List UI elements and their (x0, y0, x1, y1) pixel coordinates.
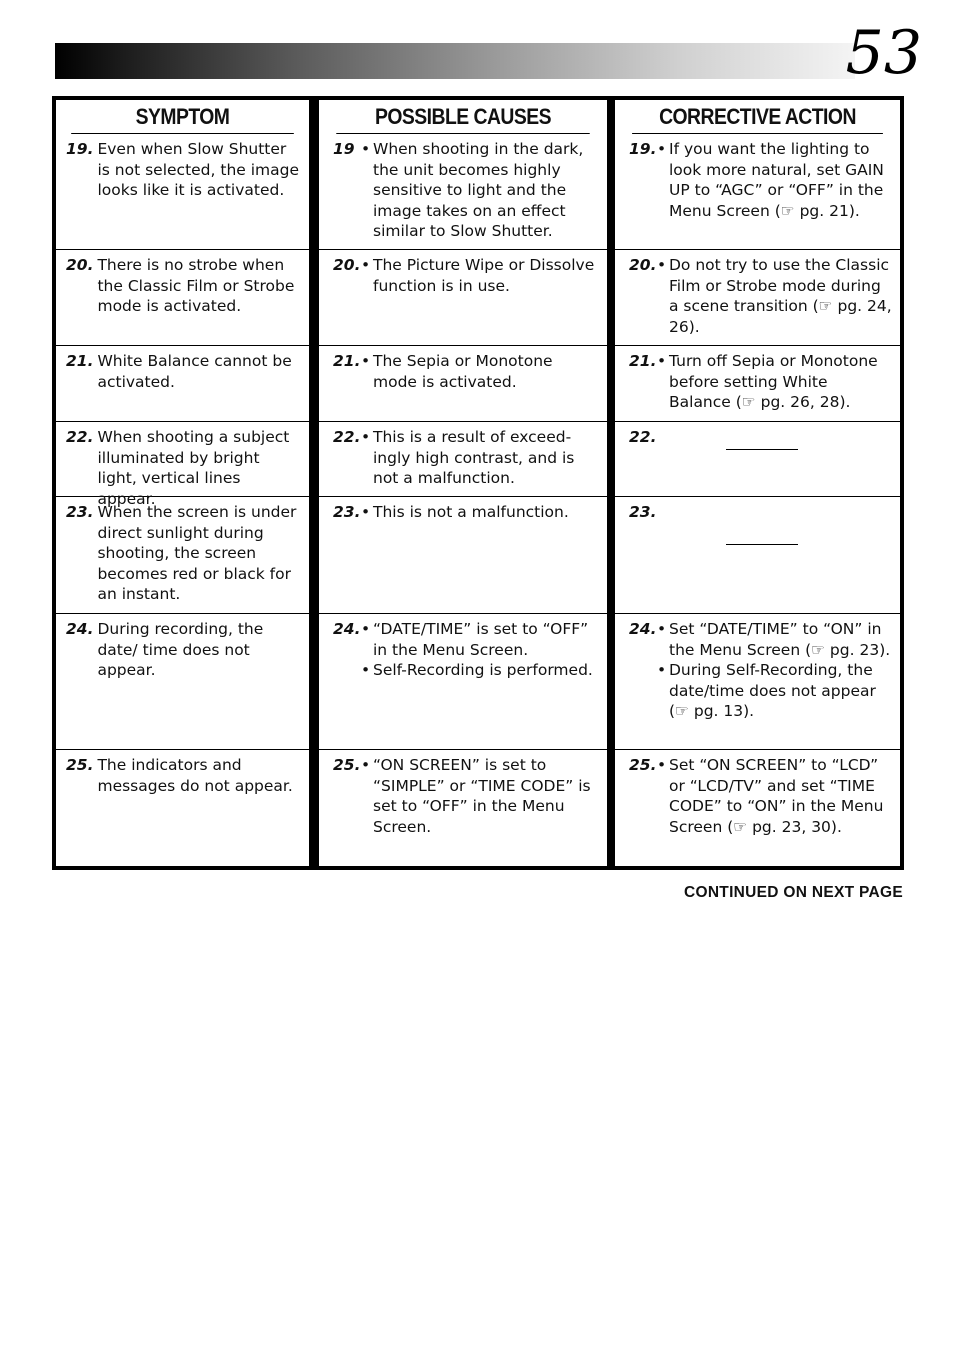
bullet: • (361, 661, 371, 679)
item-number: 25. (66, 756, 94, 774)
cause-text: The Picture Wipe or Dissolve function is in use. (373, 256, 595, 295)
action-text: Do not try to use the Classic Film or Strobe mode during a scene transition (☞ pg. 24, 26). (669, 256, 892, 336)
item-number: 25. (629, 756, 657, 774)
item-number: 23. (629, 503, 657, 521)
causes-cell-22 (319, 422, 607, 497)
symptom-text: White Balance cannot be activated. (97, 352, 292, 391)
no-action-dash (726, 544, 798, 545)
item-number: 23. (66, 503, 94, 521)
symptom-header: SYMPTOM (71, 100, 294, 134)
header-gradient-bar (55, 43, 855, 79)
item-number: 22. (629, 428, 657, 446)
action-cell-21 (615, 346, 900, 422)
bullet: • (657, 256, 667, 274)
continued-notice: CONTINUED ON NEXT PAGE (683, 884, 903, 901)
item-number: 24. (66, 620, 94, 638)
bullet: • (657, 352, 667, 370)
action-text: Set “DATE/TIME” to “ON” in the Menu Screen (☞ pg. 23). (669, 620, 891, 659)
action-text: Set “ON SCREEN” to “LCD” or “LCD/TV” and set “TIME CODE” to “ON” in the Menu Screen (☞ pg. 23, 30). (669, 756, 884, 836)
bullet: • (361, 352, 371, 370)
item-number: 25. (333, 756, 361, 774)
symptom-cell-25 (56, 750, 309, 866)
causes-cell-21 (319, 346, 607, 422)
page-number: 53 (845, 18, 922, 88)
item-number: 20. (66, 256, 94, 274)
bullet: • (361, 140, 371, 158)
causes-cell-25 (319, 750, 607, 866)
symptom-text: There is no strobe when the Classic Film or Strobe mode is activated. (97, 256, 295, 315)
item-number: 24. (333, 620, 361, 638)
causes-cell-20 (319, 250, 607, 346)
item-number: 21. (333, 352, 361, 370)
action-cell-20 (615, 250, 900, 346)
causes-header: POSSIBLE CAUSES (336, 100, 589, 134)
cause-text: “ON SCREEN” is set to “SIMPLE” or “TIME CODE” is set to “OFF” in the Menu Screen. (373, 756, 591, 836)
item-number: 20. (333, 256, 361, 274)
causes-cell-23 (319, 497, 607, 614)
cause-text: When shooting in the dark, the unit becomes highly sensitive to light and the image takes on an effect similar to Slow Shutter. (373, 140, 584, 240)
bullet: • (361, 428, 371, 446)
item-number: 22. (333, 428, 361, 446)
cause-text: This is a result of exceed-ingly high contrast, and is not a malfunction. (373, 428, 575, 487)
action-text: During Self-Recording, the date/time does not appear (☞ pg. 13). (669, 661, 876, 720)
action-cell-25 (615, 750, 900, 866)
item-number: 24. (629, 620, 657, 638)
item-number: 19. (629, 140, 657, 158)
cause-text: The Sepia or Monotone mode is activated. (373, 352, 553, 391)
symptom-text: When the screen is under direct sunlight during shooting, the screen becomes red or black for an instant. (97, 503, 297, 603)
symptom-text: The indicators and messages do not appear. (97, 756, 293, 795)
action-header: CORRECTIVE ACTION (632, 100, 883, 134)
symptom-cell-22 (56, 422, 309, 508)
action-cell-22 (615, 422, 900, 497)
causes-cell-19 (319, 134, 607, 250)
action-cell-19 (615, 134, 900, 250)
symptom-text: Even when Slow Shutter is not selected, the image looks like it is activated. (97, 140, 300, 199)
bullet: • (657, 140, 667, 158)
bullet: • (657, 620, 667, 638)
troubleshooting-table (52, 96, 904, 870)
symptom-text: When shooting a subject illuminated by bright light, vertical lines appear. (97, 428, 290, 508)
item-number: 19. (66, 140, 94, 158)
symptom-cell-23 (56, 497, 309, 614)
no-action-dash (726, 449, 798, 450)
cause-text: This is not a malfunction. (373, 503, 569, 521)
item-number: 20. (629, 256, 657, 274)
action-cell-24 (615, 614, 900, 750)
symptom-cell-21 (56, 346, 309, 422)
bullet: • (657, 661, 667, 679)
item-number: 23. (333, 503, 361, 521)
symptom-column (56, 100, 309, 866)
action-cell-23 (615, 497, 900, 614)
bullet: • (361, 503, 371, 521)
bullet: • (361, 256, 371, 274)
symptom-cell-19 (56, 134, 309, 250)
bullet: • (657, 756, 667, 774)
item-number: 21. (66, 352, 94, 370)
item-number: 19 (333, 140, 355, 158)
causes-cell-24 (319, 614, 607, 750)
action-column (615, 100, 900, 866)
symptom-cell-20 (56, 250, 309, 346)
bullet: • (361, 756, 371, 774)
cause-text: “DATE/TIME” is set to “OFF” in the Menu Screen. (373, 620, 589, 659)
action-text: If you want the lighting to look more natural, set GAIN UP to “AGC” or “OFF” in the Menu Screen (☞ pg. 21). (669, 140, 884, 220)
item-number: 21. (629, 352, 657, 370)
causes-column (319, 100, 607, 866)
action-text: Turn off Sepia or Monotone before setting White Balance (☞ pg. 26, 28). (669, 352, 878, 411)
symptom-cell-24 (56, 614, 309, 750)
bullet: • (361, 620, 371, 638)
item-number: 22. (66, 428, 94, 446)
symptom-text: During recording, the date/ time does not appear. (97, 620, 264, 679)
cause-text: Self-Recording is performed. (373, 661, 593, 679)
